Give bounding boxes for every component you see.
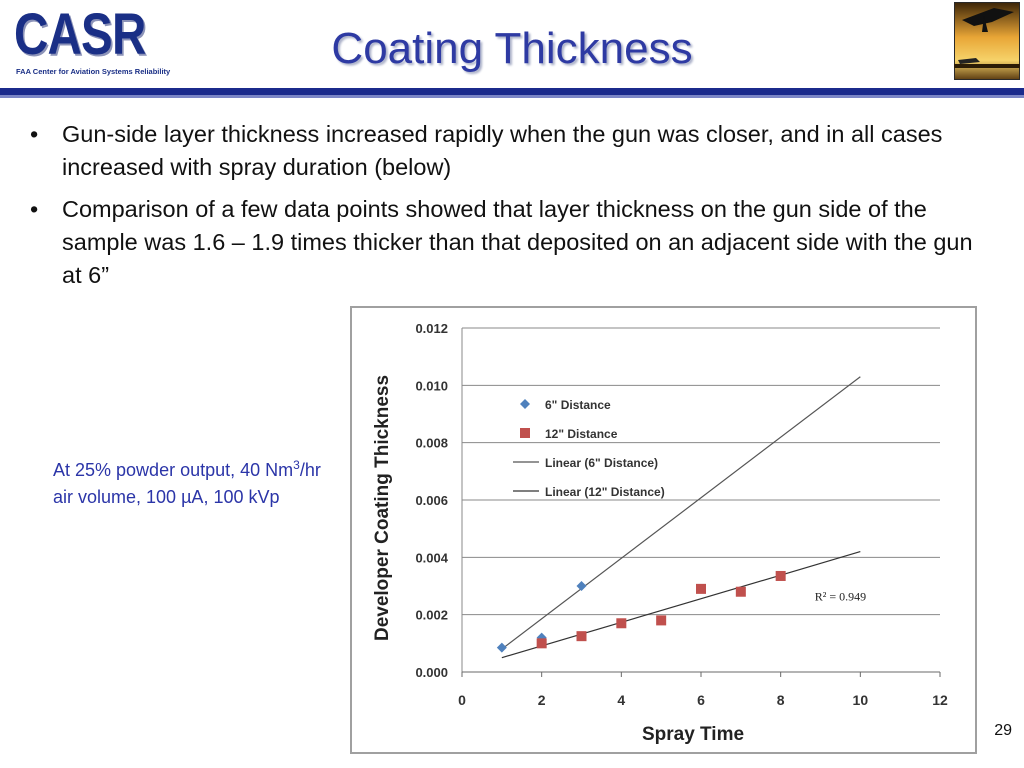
series-6in-point <box>577 581 587 591</box>
series-12in-point <box>736 587 746 597</box>
bullet-glyph: • <box>30 196 39 222</box>
series-6in-point <box>497 643 507 653</box>
coating-thickness-chart <box>352 308 975 752</box>
y-tick-label: 0.010 <box>415 378 448 394</box>
bullet-text: Gun-side layer thickness increased rapidly when the gun was closer, and in all cases increased with spray duration (below) <box>62 121 943 180</box>
x-tick-label: 2 <box>537 692 546 708</box>
logo-text: CASR <box>14 2 146 67</box>
test-conditions-note <box>53 452 343 511</box>
note-text-2: /hr air volume, 100 µA, 100 kVp <box>53 460 321 507</box>
y-tick-label: 0.008 <box>415 435 448 451</box>
trendline <box>502 377 861 649</box>
x-tick-label: 10 <box>852 692 869 708</box>
bullet-glyph: • <box>30 121 39 147</box>
slide-title: Coating Thickness <box>331 24 693 73</box>
page-number: 29 <box>994 722 1012 739</box>
logo-subtitle: FAA Center for Aviation Systems Reliability <box>16 67 171 76</box>
legend-label: 12" Distance <box>545 427 618 441</box>
x-tick-label: 12 <box>932 692 948 708</box>
legend-label: 6" Distance <box>545 398 611 412</box>
legend-label: Linear (6" Distance) <box>545 456 659 470</box>
bullet-text: Comparison of a few data points showed that layer thickness on the gun side of the sample was 1.6 – 1.9 times thicker than that deposited on an adjacent side with the gun at 6” <box>62 196 973 288</box>
y-tick-label: 0.004 <box>415 550 448 566</box>
legend-label: Linear (12" Distance) <box>545 485 665 499</box>
series-12in-point <box>537 638 547 648</box>
y-tick-label: 0.002 <box>415 607 448 623</box>
x-tick-label: 6 <box>697 692 705 708</box>
bullet-list <box>30 118 990 301</box>
header-divider <box>0 88 1024 95</box>
r-squared-annotation: R² = 0.949 <box>814 589 867 604</box>
series-12in-point <box>776 571 786 581</box>
note-text-1: At 25% powder output, 40 Nm <box>53 460 294 480</box>
x-tick-label: 0 <box>458 692 466 708</box>
series-12in-point <box>656 615 666 625</box>
series-12in-point <box>696 584 706 594</box>
x-axis-label: Spray Time <box>641 724 745 745</box>
y-tick-label: 0.000 <box>415 665 448 680</box>
x-tick-label: 8 <box>776 692 785 708</box>
series-12in-point <box>577 631 587 641</box>
trendline <box>502 552 861 658</box>
x-tick-label: 4 <box>617 692 626 708</box>
y-tick-label: 0.012 <box>415 321 448 336</box>
bullet-item <box>30 118 990 184</box>
legend-marker <box>520 399 530 409</box>
series-12in-point <box>616 618 626 628</box>
bullet-item <box>30 193 990 292</box>
chart-frame <box>350 306 977 754</box>
aircraft-photo-icon <box>954 2 1020 80</box>
note-superscript: 3 <box>293 458 300 472</box>
y-axis-label: Developer Coating Thickness <box>372 374 393 642</box>
header-divider-light <box>0 95 1024 98</box>
legend-marker <box>520 428 530 438</box>
y-tick-label: 0.006 <box>415 493 448 508</box>
